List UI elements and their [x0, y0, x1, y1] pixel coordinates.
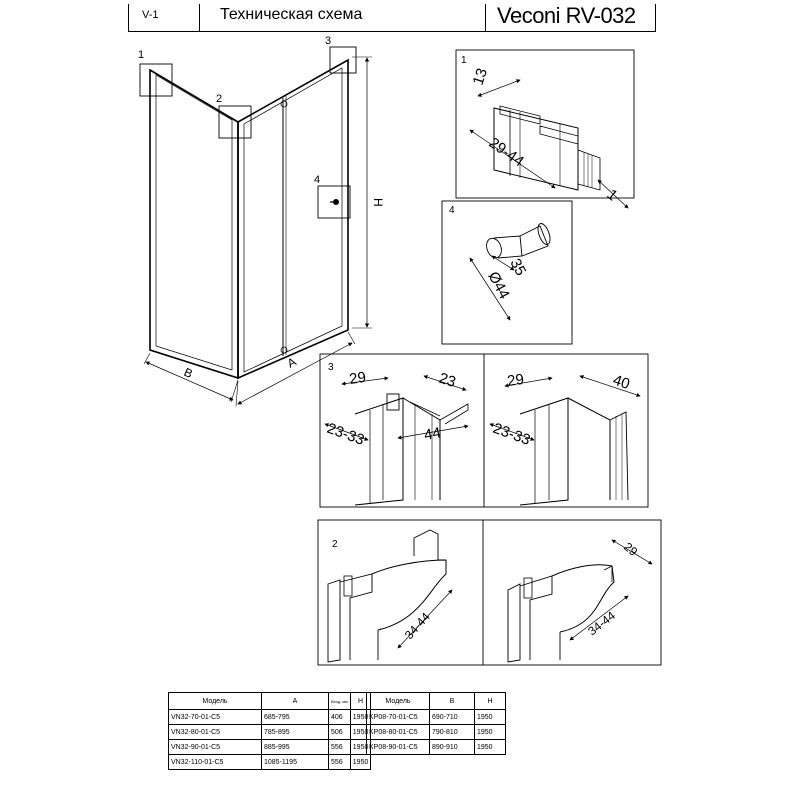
- table-cell: 890-910: [430, 740, 475, 755]
- detail-3-dim-23: 23: [436, 369, 458, 391]
- table-cell: VN32-110-01-C5: [169, 755, 262, 770]
- table-row: [367, 725, 506, 740]
- table-row: [367, 710, 506, 725]
- table-cell: 406: [329, 710, 351, 725]
- table-cell: 1950: [475, 710, 506, 725]
- detail-3-dim-29-right: 29: [506, 370, 526, 390]
- detail-2-dim-29: 29: [621, 539, 641, 559]
- column-header: H: [350, 693, 371, 710]
- detail-4-dim-35: 35: [506, 255, 530, 279]
- detail-1-dim-13: 13: [469, 66, 491, 88]
- detail-3-dim-29-left: 29: [348, 368, 368, 388]
- table-cell: VN32-90-01-C5: [169, 740, 262, 755]
- door-model-table: [168, 692, 371, 770]
- table-row: [169, 710, 371, 725]
- table-cell: 1950: [350, 710, 371, 725]
- table-row: [169, 755, 371, 770]
- table-row: [169, 740, 371, 755]
- table-cell: 1085-1195: [262, 755, 329, 770]
- drawing-code: V-1: [142, 9, 159, 21]
- width-a-dimension-label: A: [284, 354, 299, 371]
- column-header: Модель: [367, 693, 430, 710]
- table-cell: 690-710: [430, 710, 475, 725]
- callout-4-label: 4: [314, 174, 321, 186]
- detail-1-number: 1: [461, 55, 467, 66]
- detail-4-number: 4: [449, 205, 455, 216]
- table-row: [169, 725, 371, 740]
- table-cell: KP08-80-01-C5: [367, 725, 430, 740]
- table-row: [367, 740, 506, 755]
- table-cell: 1950: [350, 725, 371, 740]
- detail-1-dim-1: 1: [603, 186, 621, 205]
- table-cell: 785-895: [262, 725, 329, 740]
- table-cell: VN32-70-01-C5: [169, 710, 262, 725]
- height-dimension-label: H: [371, 198, 385, 207]
- table-cell: 556: [329, 740, 351, 755]
- table-cell: 685-795: [262, 710, 329, 725]
- detail-3-number: 3: [328, 362, 334, 373]
- table-cell: 506: [329, 725, 351, 740]
- detail-2-number: 2: [332, 539, 338, 550]
- column-header: A: [262, 693, 329, 710]
- table-header-row: [169, 693, 371, 710]
- detail-3-dim-23-33-right: 23-33: [490, 419, 533, 449]
- side-panel-model-table: [366, 692, 506, 755]
- table-cell: 1950: [350, 740, 371, 755]
- table-cell: 556: [329, 755, 351, 770]
- table-cell: 885-995: [262, 740, 329, 755]
- table-cell: KP08-70-01-C5: [367, 710, 430, 725]
- product-model: Veconi RV-032: [497, 3, 636, 28]
- callout-1-label: 1: [138, 49, 145, 61]
- detail-4-frame: [442, 201, 572, 344]
- table-cell: KP08-90-01-C5: [367, 740, 430, 755]
- detail-2-frame: [318, 520, 661, 665]
- detail-3-dim-40: 40: [610, 371, 632, 393]
- width-b-dimension-label: B: [181, 364, 195, 382]
- detail-3-dim-44: 44: [422, 424, 443, 444]
- detail-4-dim-diameter: Ø44: [484, 268, 513, 302]
- detail-3-dim-23-33-left: 23-33: [324, 419, 367, 449]
- detail-2-dim-34-44-right: 34-44: [585, 608, 619, 639]
- table-cell: 1950: [350, 755, 371, 770]
- table-cell: 790-810: [430, 725, 475, 740]
- column-header: Модель: [169, 693, 262, 710]
- callout-3-label: 3: [325, 35, 332, 47]
- detail-3-frame: [320, 354, 648, 507]
- column-header: Вход, мм: [329, 693, 351, 710]
- detail-2-dim-34-44-left: 34-44: [401, 609, 433, 643]
- column-header: H: [475, 693, 506, 710]
- table-cell: 1950: [475, 740, 506, 755]
- column-header: B: [430, 693, 475, 710]
- table-header-row: [367, 693, 506, 710]
- detail-1-dim-29-44: 29-44: [485, 134, 527, 171]
- callout-2-label: 2: [216, 93, 223, 105]
- table-cell: 1950: [475, 725, 506, 740]
- table-cell: VN32-80-01-C5: [169, 725, 262, 740]
- shower-enclosure-drawing: [140, 47, 372, 406]
- drawing-title: Техническая схема: [220, 6, 363, 23]
